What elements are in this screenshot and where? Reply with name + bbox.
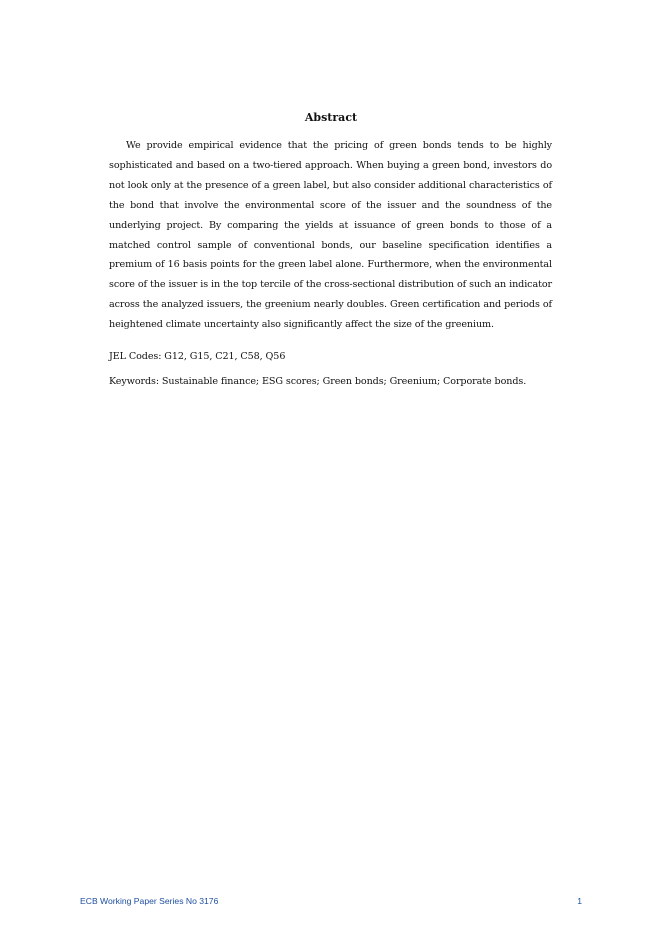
- jel-codes: JEL Codes: G12, G15, C21, C58, Q56: [109, 351, 286, 362]
- abstract-heading: Abstract: [304, 111, 358, 124]
- footer-page-number: 1: [577, 896, 582, 906]
- keywords: Keywords: Sustainable finance; ESG scores; Green bonds; Greenium; Corporate bonds.: [109, 376, 527, 387]
- abstract-body: We provide empirical evidence that the pricing of green bonds tends to be highly sophisticated and based on a two-tiered approach. When buying a green bond, investors do not look only at the presence of a green label, but also consider additional characteristics of the bond that involve the environmental score of the issuer and the soundness of the underlying project. By comparing the yields at issuance of green bonds to those of a matched control sample of conventional bonds, our baseline specification identifies a premium of 16 basis points for the green label alone. Furthermore, when the environmental score of the issuer is in the top tercile of the cross-sectional distribution of such an indicator across the analyzed issuers, the greenium nearly doubles. Green certification and periods of heightened climate uncertainty also significantly affect the size of the greenium.: [109, 140, 552, 331]
- footer-series-label: ECB Working Paper Series No 3176: [80, 896, 219, 906]
